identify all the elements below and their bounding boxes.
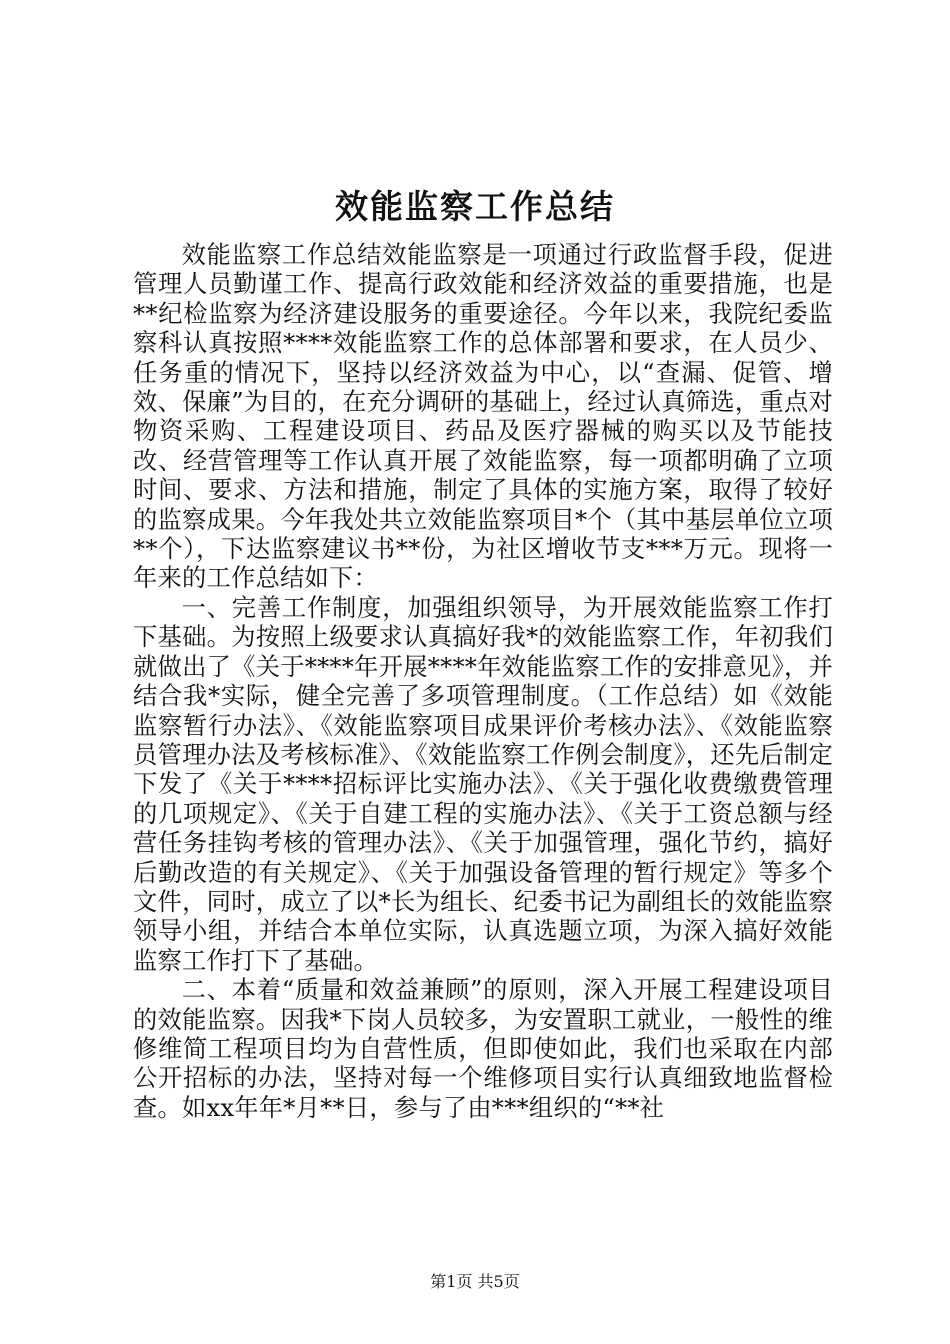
paragraph-section-one: 一、完善工作制度，加强组织领导，为开展效能监察工作打下基础。为按照上级要求认真搞好我*的效能监察工作，年初我们就做出了《关于****年开展****年效能监察工作的安排意见》，并结合我*实际，健全完善了多项管理制度。（工作总结）如《效能监察暂行办法》、《效能监察项目成果评价考核办法》、《效能监察员管理办法及考核标准》、《效能监察工作例会制度》，还先后制定下发了《关于****招标评比实施办法》、《关于强化收费缴费管理的几项规定》、《关于自建工程的实施办法》、《关于工资总额与经营任务挂钩考核的管理办法》、《关于加强管理，强化节约，搞好后勤改造的有关规定》、《关于加强设备管理的暂行规定》等多个文件，同时，成立了以*长为组长、纪委书记为副组长的效能监察领导小组，并结合本单位实际，认真选题立项，为深入搞好效能监察工作打下了基础。 (133, 592, 833, 975)
paragraph-section-two: 二、本着“质量和效益兼顾”的原则，深入开展工程建设项目的效能监察。因我*下岗人员较多，为安置职工就业，一般性的维修维简工程项目均为自营性质，但即使如此，我们也采取在内部公开招标的办法，坚持对每一个维修项目实行认真细致地监督检查。如xx年年*月**日，参与了由***组织的“**社 (133, 975, 833, 1122)
paragraph-intro: 效能监察工作总结效能监察是一项通过行政监督手段，促进管理人员勤谨工作、提高行政效能和经济效益的重要措施，也是**纪检监察为经济建设服务的重要途径。今年以来，我院纪委监察科认真按照****效能监察工作的总体部署和要求，在人员少、任务重的情况下，坚持以经济效益为中心，以“查漏、促管、增效、保廉”为目的，在充分调研的基础上，经过认真筛选，重点对物资采购、工程建设项目、药品及医疗器械的购买以及节能技改、经营管理等工作认真开展了效能监察，每一项都明确了立项时间、要求、方法和措施，制定了具体的实施方案，取得了较好的监察成果。今年我处共立效能监察项目*个（其中基层单位立项**个），下达监察建议书**份，为社区增收节支***万元。现将一年来的工作总结如下： (133, 240, 833, 593)
document-body (133, 240, 833, 1122)
document-title: 效能监察工作总结 (335, 187, 615, 226)
page-number-footer: 第1页 共5页 (430, 1272, 520, 1291)
